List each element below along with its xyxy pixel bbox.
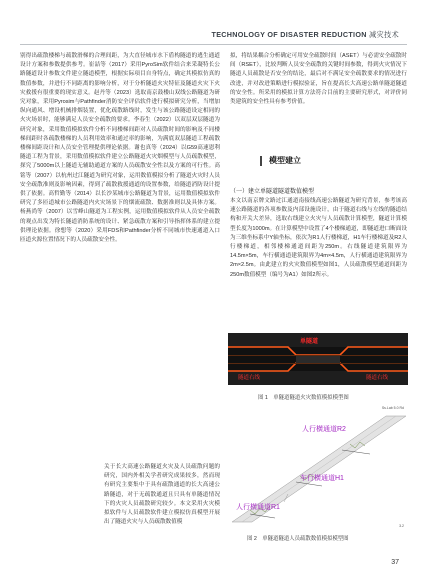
figure-2-evacuation-model (230, 404, 408, 530)
figure-2-top-note: Ss.Lab 5.0 Rd (381, 406, 404, 410)
figure-1-caption: 图 1 单隧道隧道火灾数值模拟模型图 (258, 395, 349, 401)
figure-2-label-h1: 车行横通道H1 (300, 475, 344, 482)
figure-1-label-left: 隧道右线 (238, 375, 261, 381)
figure-2-label-r2: 人行横通道R2 (302, 426, 346, 433)
right-column-paragraph-1: 拟，将结果耦合分析确定可用安全疏散时间（ASET）与必需安全疏散时间（RSET），比较判断人员安全疏散的关键时间参数，得到火灾情况下隧道人员疏散是否安全的结论，最后对不满足安全疏散要求的情况进行改进，并对改进策略进行模拟验证，旨在提高长大高速公路单隧道隧道的安全性。所采用的模拟计算方法符合目前的主要研究形式，对评价同类建筑的安全性具有参考价值。 (230, 53, 407, 106)
header-rule (20, 44, 407, 45)
section-title: 模型建立 (260, 156, 301, 166)
page-number: 37 (391, 559, 399, 566)
left-column-paragraph-2: 关于长大高速公路隧道火灾及人员疏散问题的研究，国内外相关学者研究成果较多，然而现有研究主要集中于具有疏散通道的长大高速公路隧道，对于无疏散通道且只具有单隧道情况下的火灾人员疏散研究较少。本文采用火灾模拟软件与人员疏散软件建立模拟仿真模型开展出了隧道火灾与人员疏散数值模 (104, 464, 220, 526)
header-title-cn: 减灾技术 (369, 30, 399, 39)
right-column-paragraph-2: 本文以南京牌文路过江通道南接线高速公路隧道为研究背景，参考该高速公路隧道的各项参数及内部设施设计，由于隧道右线与左线的隧道结构和开关大差异，选取右线建立火灾与人员疏散计算模型，隧道计算模型长度为1000m。在计算模型中设置了4个楼梯通道，即隧道进口断面设为三维坐标系中Y轴坐标，依次为R1人行楼梯道，H1车行楼梯道及R2人行楼梯道，相邻楼梯通道间距为250m。右线隧道建筑限界为14.5m×5m，车行横通道建筑限界为4m×4.5m，人行横通道建筑限界为2m×2.5m。由此建立的火灾数值模型如图1，人员疏散模型通道间距为250m数值模型（编号为A1）如图2所示。 (230, 198, 407, 278)
figure-1-label-tunnel: 单隧道 (300, 339, 319, 345)
figure-2-caption: 图 2 单隧道隧道人员疏散数值模拟模型图 (247, 536, 349, 542)
running-header (212, 30, 400, 40)
figure-1-label-right: 隧道右线 (366, 375, 389, 381)
figure-2-bottom-note: 3.2 (399, 524, 404, 528)
figure-1-tunnel-fire-model (228, 333, 408, 385)
figure-2-label-r1: 人行横通道R1 (236, 504, 280, 511)
subsection-title: （一）建立单隧道隧道数值模型 (230, 189, 315, 195)
left-column-paragraph-1: 别得出疏散楼梯与疏散滑梯的合理间距，为大直径城市水下盾构隧道的逃生通道设计方案和参数提供参考。崔喆等（2017）采用PyroSim软件结合来采凝特长公路隧道设计参数文件建立隧道模型，根据实际项目自身特点，确定其模拟仿真的数值参数，并进行不同距离的影响分析，对于分析隧道火灾特征及隧道火灾下火灾救援有很重要的现实意义。赵丹等（2023）选取南京鼓楼山双线公路隧道为研究对象，采用Pyrosim与Pathfinder消防安全评估软件进行模拟研究分析，当增加纵向通风、增设机械排烟装置，优化疏散路线时，发生与该公路隧道设定相同的火灾场景时，能够满足人员安全疏散的要求。李春生（2022）以双层双层隧道为研究对象，采用数值模拟软件分析不同楼梯间距对人员疏散时间的影响及不同楼梯间距时各疏散楼梯的人员利用效率和通过率的影响，为满底双层隧道工程疏散楼梯间距设计和人员安全管理提供理论依据。谢也真等（2024）以G59高速恩利隧道工程为背景，采用数值模拟软件建立公路隧道火灾烟模型与人员疏散模型，探究了5000m以上隧道无辅助通道方案的人员疏散安全性以及方案的可行性。高铭等（2007）以杭州过江隧道为研究对象，运用数值模拟分析了隧道火灾时人员安全疏散准则及影响因素，得到了疏散救援通道的设置参数，给隧道消防设计提供了依据。高哲勤等（2014）以长沙某城市公路隧道为背景，运用数值模拟软件研究了多匝道城市公路隧道内火灾场景下的烟流疏散、数据准则以及具体方案。杨燕尚等（2007）以雪峰山隧道为工程实例，运用数值模拟软件从人员安全疏散的观点出发为特长隧道消防系统的设计、紧急疏散方案和引导指挥体系的建立提供理论依据。徐想等（2020）采用FDS和Pathfinder分析不同城市快速通道入口匝道火源位置情况下的人员疏散安全性。 (20, 53, 220, 244)
header-title-en: TECHNOLOGY OF DISASTER REDUCTION (211, 30, 367, 39)
